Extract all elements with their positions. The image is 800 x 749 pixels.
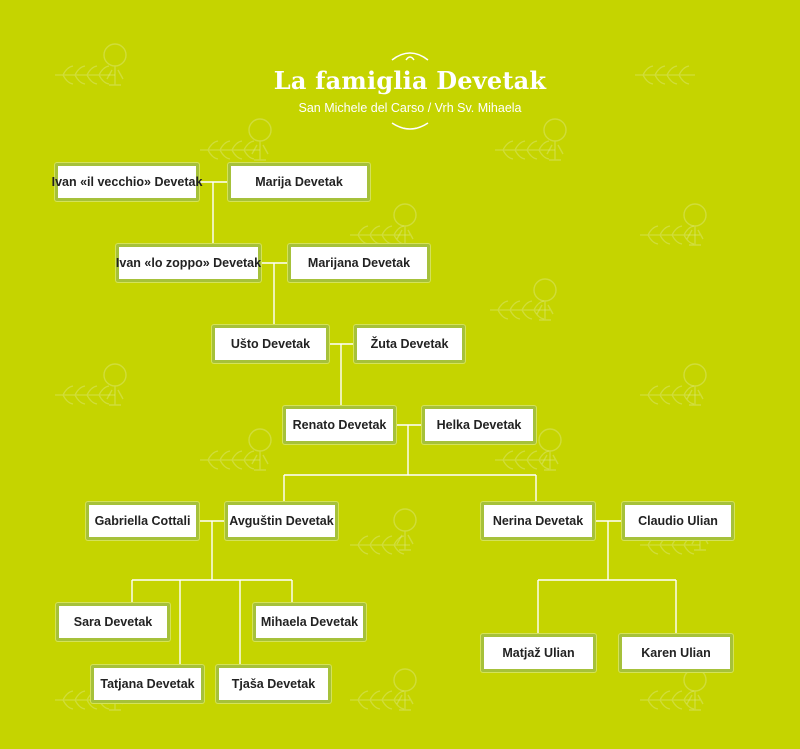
person-tatjana: Tatjana Devetak <box>91 665 204 703</box>
person-ivan-zoppo: Ivan «lo zoppo» Devetak <box>116 244 261 282</box>
person-mihaela: Mihaela Devetak <box>253 603 366 641</box>
person-sara: Sara Devetak <box>56 603 170 641</box>
page-title: La famiglia Devetak <box>273 66 547 95</box>
person-marijana: Marijana Devetak <box>288 244 430 282</box>
person-avgustin: Avguštin Devetak <box>225 502 338 540</box>
person-renato: Renato Devetak <box>283 406 396 444</box>
person-nerina: Nerina Devetak <box>481 502 595 540</box>
person-zuta: Žuta Devetak <box>354 325 465 363</box>
ornament-bottom-icon <box>390 121 430 133</box>
header <box>250 48 570 133</box>
person-claudio: Claudio Ulian <box>622 502 734 540</box>
person-usto: Ušto Devetak <box>212 325 329 363</box>
person-karen: Karen Ulian <box>619 634 733 672</box>
person-helka: Helka Devetak <box>422 406 536 444</box>
person-ivan-vecchio: Ivan «il vecchio» Devetak <box>55 163 199 201</box>
person-matjaz: Matjaž Ulian <box>481 634 596 672</box>
person-tjasa: Tjaša Devetak <box>216 665 331 703</box>
person-marija: Marija Devetak <box>228 163 370 201</box>
person-gabriella: Gabriella Cottali <box>86 502 199 540</box>
ornament-top-icon <box>390 48 430 62</box>
page-subtitle: San Michele del Carso / Vrh Sv. Mihaela <box>298 101 522 115</box>
